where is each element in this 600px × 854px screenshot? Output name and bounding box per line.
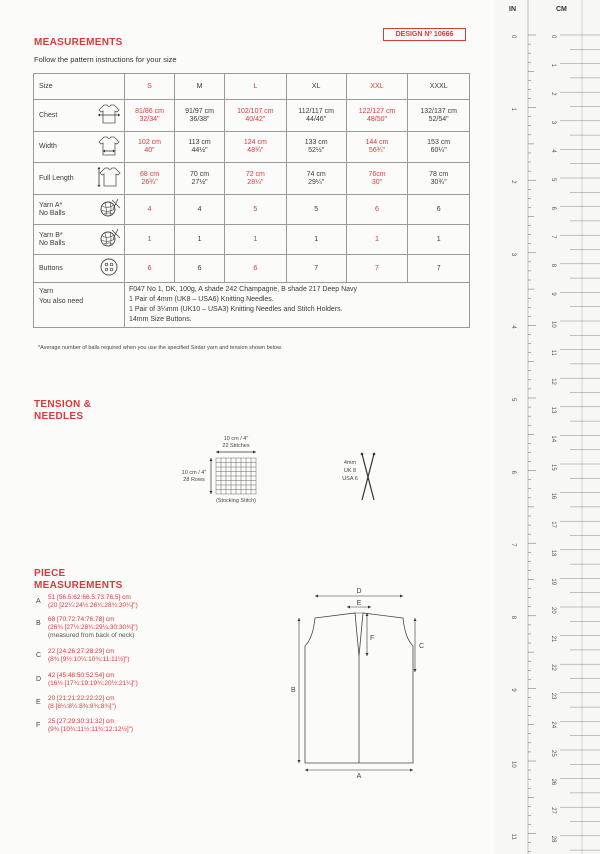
cell-buttons-m: 6 — [175, 255, 225, 283]
size-xl: XL — [286, 74, 346, 100]
yarn-ball-icon — [94, 195, 125, 225]
ruler-cm-number: 14 — [550, 435, 556, 443]
ruler-cm-number: 20 — [550, 607, 556, 614]
cell-chest-xxxl: 132/137 cm 52/54" — [408, 100, 470, 132]
ruler-cm-number: 7 — [550, 235, 556, 239]
cell-buttons-s: 6 — [125, 255, 175, 283]
svg-text:4mm: 4mm — [343, 460, 357, 466]
cell-width-xxl: 144 cm 56¾" — [346, 132, 408, 163]
size-m: M — [175, 74, 225, 100]
cell-width-m: 113 cm 44½" — [175, 132, 225, 163]
ruler-cm-number: 4 — [550, 149, 556, 153]
ruler-cm-number: 0 — [550, 35, 556, 39]
cell-chest-l: 102/107 cm 40/42" — [225, 100, 287, 132]
size-header-label: Size — [34, 74, 125, 100]
diagram-label-d: D — [356, 588, 362, 595]
cell-buttons-xl: 7 — [286, 255, 346, 283]
vest-schematic-diagram — [285, 580, 445, 780]
tension-rows-label: 28 Rows — [183, 477, 205, 483]
measurements-table — [33, 73, 470, 328]
ruler-cm-number: 15 — [550, 464, 556, 471]
cell-yarn-b-xxxl: 1 — [408, 225, 470, 255]
table-row-yarn-a — [34, 195, 470, 225]
sweater-width-icon — [94, 132, 125, 163]
cell-width-xxxl: 153 cm 60¼" — [408, 132, 470, 163]
size-l: L — [225, 74, 287, 100]
cell-yarn-a-xxxl: 6 — [408, 195, 470, 225]
ruler-cm-number: 9 — [550, 292, 556, 296]
cell-width-s: 102 cm 40" — [125, 132, 175, 163]
ruler-cm-number: 11 — [550, 349, 556, 356]
section-title-piece-measurements: PIECE MEASUREMENTS — [34, 568, 123, 591]
footnote: *Average number of balls required when you use the specified Sirdar yarn and tension shown below. — [38, 345, 283, 351]
cell-yarn-b-s: 1 — [125, 225, 175, 255]
cell-length-xxxl: 78 cm 30¾" — [408, 163, 470, 195]
stocking-stitch-label: (Stocking Stitch) — [215, 498, 257, 504]
cell-buttons-xxxl: 7 — [408, 255, 470, 283]
ruler-inch-number: 4 — [510, 325, 516, 329]
ruler-inch-number: 10 — [510, 761, 516, 768]
needles-line-1: 1 Pair of 4mm (UK8 – USA6) Knitting Needles. — [129, 296, 274, 303]
ruler-cm-number: 27 — [550, 807, 556, 814]
buttons-line: 14mm Size Buttons. — [129, 316, 192, 323]
ruler-cm-number: 2 — [550, 92, 556, 96]
ruler-inch-number: 1 — [510, 107, 516, 111]
ruler-cm-number: 13 — [550, 406, 556, 414]
ruler-cm-number: 26 — [550, 778, 556, 786]
row-label-you-also-need: Yarn You also need — [34, 283, 125, 328]
table-row-chest — [34, 100, 470, 132]
table-row-full-length — [34, 163, 470, 195]
ruler-cm-number: 12 — [550, 378, 556, 385]
table-row-you-also-need — [34, 283, 470, 328]
cell-chest-xl: 112/117 cm 44/46" — [286, 100, 346, 132]
ruler-inch-number: 2 — [510, 180, 516, 184]
cell-yarn-a-xl: 5 — [286, 195, 346, 225]
table-row-buttons — [34, 255, 470, 283]
diagram-label-c: C — [419, 643, 425, 650]
cell-length-xxl: 76cm 30" — [346, 163, 408, 195]
ruler-inch-number: 6 — [510, 470, 516, 474]
yarn-line: F047 No 1, DK, 100g, A shade 242 Champagne, B shade 217 Deep Navy — [129, 286, 358, 293]
cell-width-xl: 133 cm 52½" — [286, 132, 346, 163]
ruler-cm-number: 25 — [550, 750, 556, 757]
svg-text:USA 6: USA 6 — [342, 476, 358, 482]
ruler-cm-number: 10 — [550, 321, 556, 328]
ruler-inch-number: 3 — [510, 252, 516, 257]
size-xxxl: XXXL — [408, 74, 470, 100]
ruler-inch-number: 8 — [510, 615, 516, 620]
ruler-inch-number: 5 — [510, 398, 516, 402]
ruler-cm-number: 5 — [550, 178, 556, 182]
cell-yarn-a-m: 4 — [175, 195, 225, 225]
cell-yarn-b-l: 1 — [225, 225, 287, 255]
cell-yarn-b-xxl: 1 — [346, 225, 408, 255]
cell-buttons-xxl: 7 — [346, 255, 408, 283]
ruler-inch-number: 7 — [510, 543, 516, 547]
tension-width-label: 10 cm / 4" — [223, 436, 249, 442]
table-row-width — [34, 132, 470, 163]
table-row-sizes — [34, 74, 470, 100]
ruler-cm-number: 16 — [550, 492, 556, 500]
row-label-width: Width — [34, 132, 94, 163]
ruler-scale — [494, 0, 600, 854]
knitting-needles-icon — [338, 452, 380, 504]
ruler-cm-number: 8 — [550, 263, 556, 268]
ruler-cm-number: 22 — [550, 664, 556, 671]
ruler-cm-number: 1 — [550, 63, 556, 67]
ruler-cm-number: 6 — [550, 206, 556, 210]
yarn-ball-icon — [94, 225, 125, 255]
cell-yarn-a-xxl: 6 — [346, 195, 408, 225]
cell-length-m: 70 cm 27½" — [175, 163, 225, 195]
section-title-tension: TENSION & NEEDLES — [34, 399, 92, 422]
cell-length-s: 68 cm 26¾" — [125, 163, 175, 195]
ruler-inch-number: 11 — [510, 833, 516, 840]
row-label-yarn-b: Yarn B* No Balls — [34, 225, 94, 255]
ruler-cm-number: 3 — [550, 120, 556, 125]
cell-chest-m: 91/97 cm 36/38" — [175, 100, 225, 132]
cell-buttons-l: 6 — [225, 255, 287, 283]
diagram-label-e: E — [356, 600, 362, 607]
tension-height-label: 10 cm / 4" — [181, 470, 207, 476]
row-label-chest: Chest — [34, 100, 94, 132]
cell-length-l: 72 cm 28¼" — [225, 163, 287, 195]
diagram-label-f: F — [370, 635, 375, 642]
ruler-inch-number: 0 — [510, 35, 516, 39]
stitch-grid — [216, 458, 256, 494]
ruler-cm-number: 17 — [550, 521, 556, 528]
diagram-label-b: B — [291, 687, 296, 694]
cell-width-l: 124 cm 48¾" — [225, 132, 287, 163]
cell-yarn-b-m: 1 — [175, 225, 225, 255]
cell-chest-xxl: 122/127 cm 48/50" — [346, 100, 408, 132]
ruler-cm-number: 28 — [550, 835, 556, 843]
design-number-badge: DESIGN Nº 10666 — [383, 28, 466, 41]
button-icon — [94, 255, 125, 283]
row-label-yarn-a: Yarn A* No Balls — [34, 195, 94, 225]
tension-stitches-label: 22 Stitches — [222, 443, 250, 449]
ruler-cm-number: 21 — [550, 635, 556, 643]
cell-chest-s: 81/86 cm 32/34" — [125, 100, 175, 132]
ruler-cm-number: 23 — [550, 692, 556, 700]
cell-yarn-a-s: 4 — [125, 195, 175, 225]
tension-square-diagram — [170, 432, 290, 504]
ruler-cm-number: 19 — [550, 578, 556, 586]
row-label-full-length: Full Length — [34, 163, 94, 195]
ruler-cm-number: 24 — [550, 721, 556, 729]
cell-yarn-b-xl: 1 — [286, 225, 346, 255]
diagram-label-a: A — [356, 773, 362, 780]
sweater-length-icon — [94, 163, 125, 195]
cell-yarn-a-l: 5 — [225, 195, 287, 225]
cell-length-xl: 74 cm 29¼" — [286, 163, 346, 195]
size-s: S — [125, 74, 175, 100]
row-label-buttons: Buttons — [34, 255, 94, 283]
needles-line-2: 1 Pair of 3¼mm (UK10 – USA3) Knitting Needles and Stitch Holders. — [129, 306, 343, 313]
sweater-chest-icon — [94, 100, 125, 132]
ruler-cm-number: 18 — [550, 549, 556, 557]
ruler-inch-label: IN — [509, 6, 516, 13]
ruler-inch-number: 9 — [510, 688, 516, 692]
ruler-cm-label: CM — [556, 6, 567, 13]
section-title-measurements: MEASUREMENTS — [34, 37, 123, 48]
size-xxl: XXL — [346, 74, 408, 100]
svg-text:UK 8: UK 8 — [343, 468, 357, 474]
table-row-yarn-b — [34, 225, 470, 255]
instruction-text: Follow the pattern instructions for your size — [34, 55, 177, 64]
you-also-need-text — [125, 283, 470, 328]
